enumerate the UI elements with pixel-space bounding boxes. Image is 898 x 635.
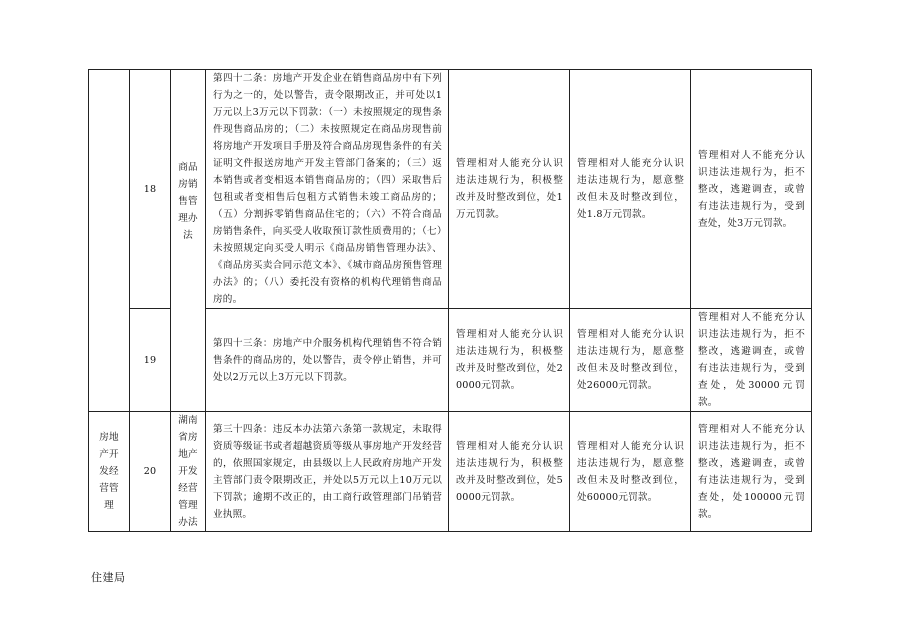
article-cell [206,412,449,532]
table-row [89,412,812,532]
category-name: 房地产开发经营管理 [99,432,119,511]
article-text: 第四十二条：房地产开发企业在销售商品房中有下列行为之一的，处以警告，责令限期改正，并可处以1万元以上3万元以下罚款：（一）未按照规定的现售条件现售商品房的；（二）未按照规定在商品房现售前将房地产开发项目手册及符合商品房现售条件的有关证明文件报送房地产开发主管部门备案的；（三）返本销售或者变相返本销售商品房的；（四）采取售后包租或者变相售后包租方式销售未竣工商品房的；（五）分割拆零销售商品住宅的；（六）不符合商品房销售条件，向买受人收取预订款性质费用的；（七）未按照规定向买受人明示《商品房销售管理办法》、《商品房买卖合同示范文本》、《城市商品房预售管理办法》的；（八）委托没有资格的机构代理销售商品房的。 [213,73,442,305]
penalty-severe-cell [691,70,812,309]
article-text: 第三十四条：违反本办法第六条第一款规定，未取得资质等级证书或者超越资质等级从事房地产开发经营的，依照国家规定，由县级以上人民政府房地产开发主管部门责令限期改正，并处以5万元以上10万元以下罚款；逾期不改正的，由工商行政管理部门吊销营业执照。 [213,423,442,520]
penalty-medium-cell [570,412,691,532]
row-number: 20 [130,412,171,532]
regulation-name: 商品房销售管理办法 [178,162,198,241]
row-number: 19 [130,309,171,412]
penalty-severe-cell [691,412,812,532]
penalty-medium-text: 管理相对人能充分认识违法违规行为，愿意整改但未及时整改到位，处26000元罚款。 [577,329,684,391]
penalty-table [88,69,812,532]
category-cell [89,412,130,532]
penalty-medium-cell [570,309,691,412]
penalty-light-text: 管理相对人能充分认识违法违规行为，积极整改并及时整改到位，处20000元罚款。 [456,329,563,391]
article-text: 第四十三条：房地产中介服务机构代理销售不符合销售条件的商品房的，处以警告，责令停止销售，并可处以2万元以上3万元以下罚款。 [213,337,442,383]
penalty-severe-text: 管理相对人不能充分认识违法违规行为，拒不整改，逃避调查，或曾有违法违规行为，受到查处，处30000元罚款。 [698,312,805,408]
table-row [89,70,812,309]
penalty-severe-text: 管理相对人不能充分认识违法违规行为，拒不整改，逃避调查，或曾有违法违规行为，受到查处，处100000元罚款。 [698,423,805,520]
article-cell [206,70,449,309]
penalty-severe-text: 管理相对人不能充分认识违法违规行为，拒不整改，逃避调查，或曾有违法违规行为，受到查处，处3万元罚款。 [698,149,805,229]
penalty-light-text: 管理相对人能充分认识违法违规行为，积极整改并及时整改到位，处1万元罚款。 [456,158,563,220]
penalty-medium-text: 管理相对人能充分认识违法违规行为，愿意整改但未及时整改到位，处60000元罚款。 [577,440,684,503]
regulation-name: 湖南省房地产开发经营管理办法 [178,415,198,528]
penalty-medium-cell [570,70,691,309]
regulation-cell [171,412,206,532]
penalty-medium-text: 管理相对人能充分认识违法违规行为，愿意整改但未及时整改到位，处1.8万元罚款。 [577,158,684,220]
penalty-light-text: 管理相对人能充分认识违法违规行为，积极整改并及时整改到位，处50000元罚款。 [456,440,563,503]
category-cell [89,70,130,412]
footer-department: 住建局 [91,571,126,584]
penalty-severe-cell [691,309,812,412]
penalty-light-cell [449,309,570,412]
article-cell [206,309,449,412]
row-number: 18 [130,70,171,309]
regulation-cell [171,70,206,412]
penalty-light-cell [449,412,570,532]
penalty-light-cell [449,70,570,309]
